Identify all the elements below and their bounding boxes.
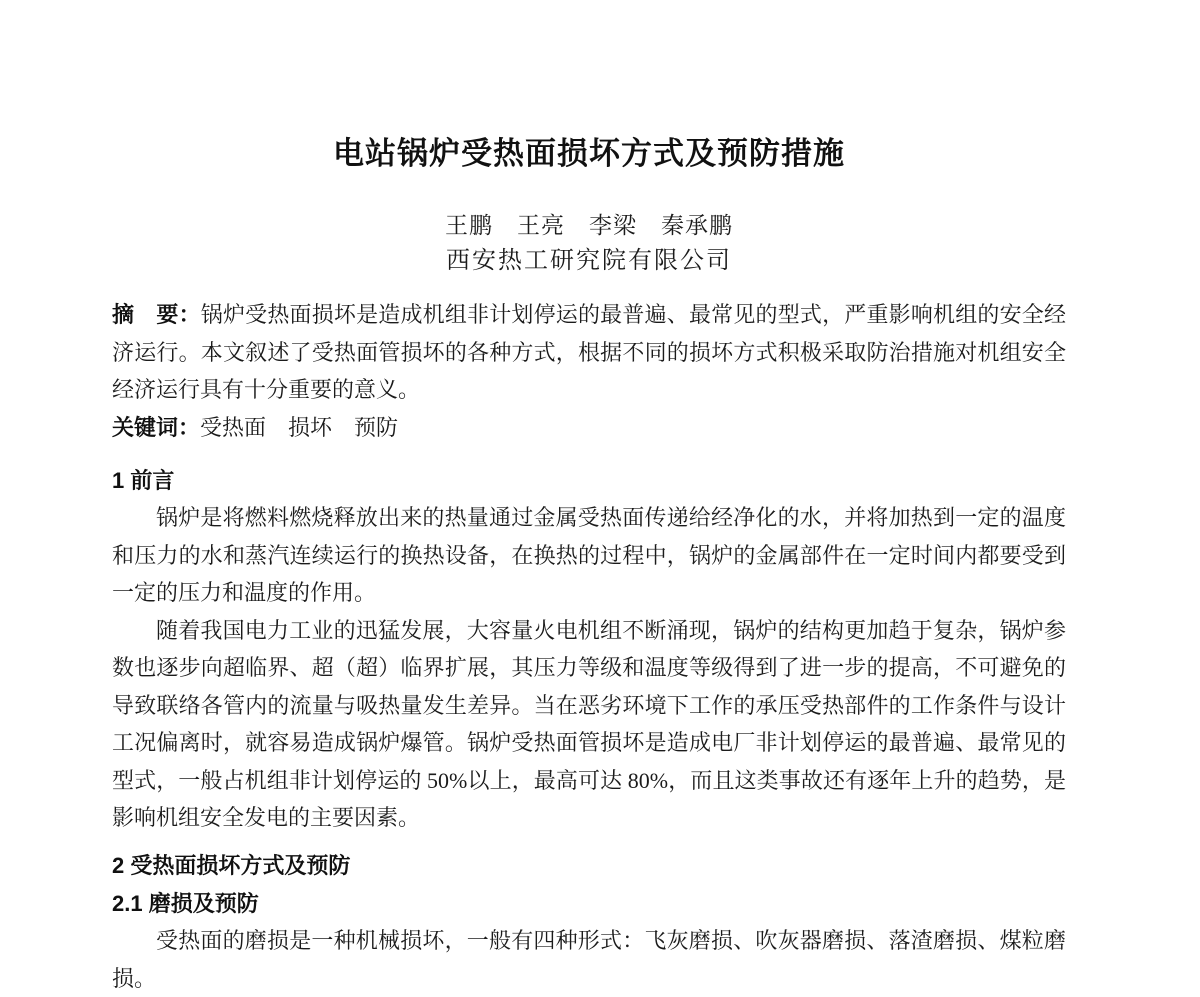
- section-heading-wear-prevention: 2.1 磨损及预防: [112, 890, 259, 916]
- paragraph-foreword-1: 锅炉是将燃料燃烧释放出来的热量通过金属受热面传递给经净化的水，并将加热到一定的温度和压力的水和蒸汽连续运行的换热设备，在换热的过程中，锅炉的金属部件在一定时间内都要受到一定的压力和温度的作用。: [112, 505, 1066, 605]
- authors-line: 王鹏 王亮 李梁 秦承鹏: [445, 213, 733, 238]
- keywords-label: 关键词：: [112, 414, 201, 440]
- abstract-paragraph: [112, 296, 1066, 409]
- abstract-label: 摘 要：: [112, 302, 201, 327]
- abstract-text: 锅炉受热面损坏是造成机组非计划停运的最普遍、最常见的型式，严重影响机组的安全经济运行。本文叙述了受热面管损坏的各种方式，根据不同的损坏方式积极采取防治措施对机组安全经济运行具有十分重要的意义。: [112, 302, 1066, 402]
- affiliation-line: 西安热工研究院有限公司: [446, 248, 732, 274]
- paper-title: 电站锅炉受热面损坏方式及预防措施: [333, 136, 845, 171]
- paper-page: [112, 0, 1066, 997]
- paragraph-foreword-2: 随着我国电力工业的迅猛发展，大容量火电机组不断涌现，锅炉的结构更加趋于复杂，锅炉参数也逐步向超临界、超（超）临界扩展，其压力等级和温度等级得到了进一步的提高，不可避免的导致联络各管内的流量与吸热量发生差异。当在恶劣环境下工作的承压受热部件的工作条件与设计工况偏离时，就容易造成锅炉爆管。锅炉受热面管损坏是造成电厂非计划停运的最普遍、最常见的型式，一般占机组非计划停运的 50%以上，最高可达 80%，而且这类事故还有逐年上升的趋势，是影响机组安全发电的主要因素。: [112, 617, 1066, 830]
- keywords-line: [112, 409, 1066, 447]
- keywords-text: 受热面 损坏 预防: [200, 414, 399, 440]
- section-heading-foreword: 1 前言: [112, 467, 175, 493]
- section-heading-damage-modes: 2 受热面损坏方式及预防: [112, 853, 351, 878]
- paragraph-wear-1: 受热面的磨损是一种机械损坏，一般有四种形式：飞灰磨损、吹灰器磨损、落渣磨损、煤粒磨损。: [112, 928, 1066, 991]
